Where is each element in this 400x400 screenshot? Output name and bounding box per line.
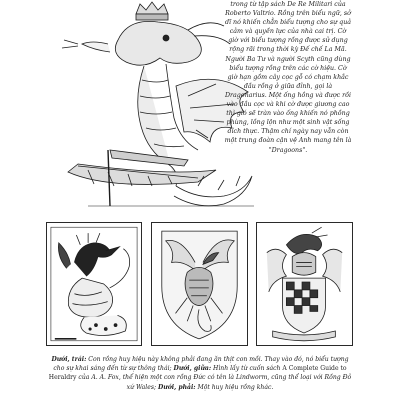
caption-text-bottom-left: Con rồng huy hiệu này không phải đang ăn thịt con mồi. Thay vào đó, nó biểu tượng cho sự khai sáng đến từ sự thông thái;: [53, 356, 349, 373]
center-lindworm-panel: [151, 222, 248, 346]
side-text-column: [224, 0, 352, 216]
caption-text-bottom-center: Hình lấy từ cuốn sách: [211, 365, 283, 373]
caption-book-title: A Complete Guide to Heraldry: [48, 365, 347, 382]
caption-text-bottom-center-cont: của A. A. Fox, thể hiện một con rồng Đức có tên là Lindworm, cũng thể loại với Rồng Đỏ xứ Wales;: [76, 374, 352, 391]
left-heraldic-dragon-panel: [46, 222, 142, 346]
caption-label-bottom-center: Dưới, giữa:: [173, 365, 212, 373]
figure-caption: [46, 355, 354, 392]
caption-label-bottom-left: Dưới, trái:: [51, 356, 87, 363]
right-dragon-crest-panel: [256, 222, 353, 346]
caption-label-bottom-right: Dưới, phải:: [157, 383, 196, 391]
side-text-paragraph: trong từ tập sách De Re Militari của Roberto Valtrio. Rồng trên biểu ngữ, sở dĩ nó khiến chẳn biểu tượng cho sự quả cảm và quyền lực của nhà cai trị. Cờ giờ với biểu tượng rồng được sử dụng rộng rãi trong thời kỳ Đế chế La Mã. Người Ba Tư và người Scyth cũng dùng biểu tượng rồng trên các cờ hiệu. Cờ giờ hạn gồm cây cọc gỗ có chạm khắc đầu rồng ở giữa đỉnh, gọi là Dragonarius. Một ống hồng và được rồi vào đầu cọc và khi cờ được giương cao thì gió sẽ tràn vào ống khiến nó phồng phùng, lồng lộn như một sinh vật sống đích thực. Thậm chí ngày nay vẫn còn một trung đoàn cận vệ Anh mang tên là "Dragoons".: [224, 1, 352, 154]
caption-text-bottom-right: Một huy hiệu rồng khác.: [195, 383, 274, 391]
